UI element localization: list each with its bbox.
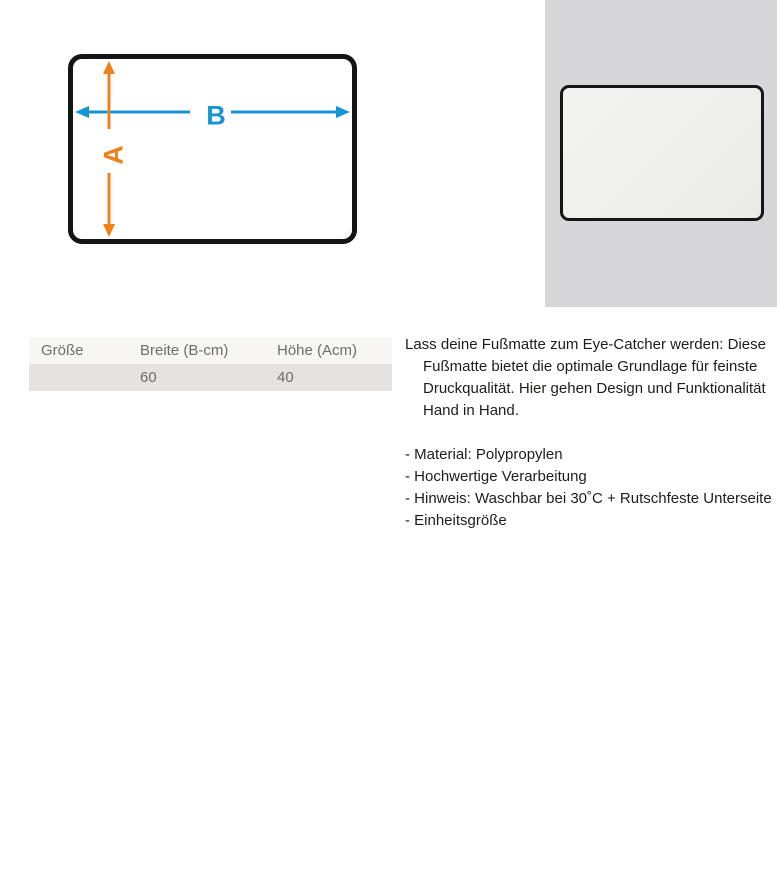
bullet-einheitsgroesse: - Einheitsgröße — [405, 512, 507, 529]
col-header-groesse: Größe — [41, 342, 84, 359]
col-header-hoehe: Höhe (Acm) — [277, 342, 358, 359]
cell-breite: 60 — [140, 369, 157, 386]
bullet-material: - Material: Polypropylen — [405, 446, 563, 463]
bullet-verarbeitung: - Hochwertige Verarbeitung — [405, 468, 587, 485]
col-header-breite: Breite (B-cm) — [140, 342, 229, 359]
size-table — [29, 337, 392, 391]
size-diagram — [68, 54, 357, 244]
bullet-hinweis: - Hinweis: Waschbar bei 30˚C + Rutschfeste Unterseite — [405, 490, 772, 507]
table-header-row — [29, 337, 392, 364]
width-label: B — [206, 100, 226, 131]
cell-groesse — [29, 364, 128, 391]
description-intro: Lass deine Fußmatte zum Eye-Catcher werden: Diese Fußmatte bietet die optimale Grundlage für feinste Druckqualität. Hier gehen Design und Funktionalität Hand in Hand. — [405, 336, 766, 419]
table-row — [29, 364, 392, 391]
cell-hoehe: 40 — [277, 369, 294, 386]
product-description — [405, 334, 777, 532]
description-bullets — [405, 444, 777, 532]
product-image-panel — [545, 0, 777, 307]
doormat-image — [560, 85, 764, 221]
height-label: A — [98, 145, 129, 165]
